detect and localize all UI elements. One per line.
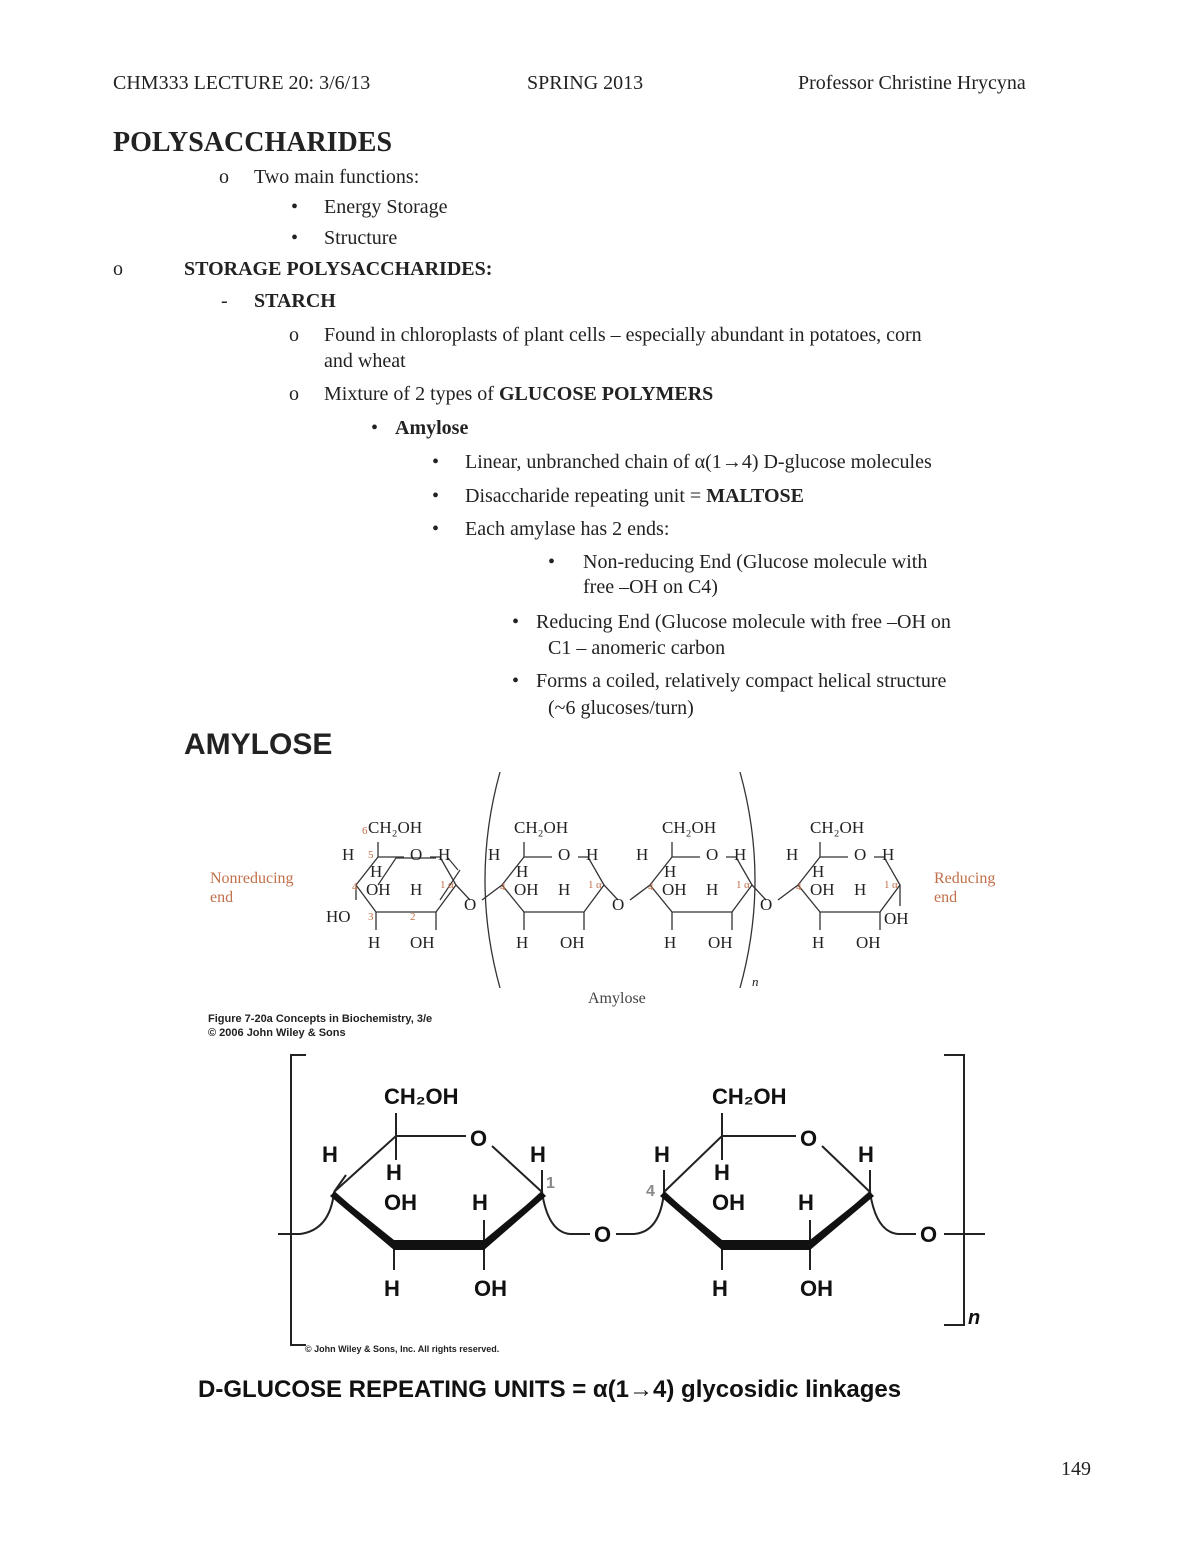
linear-chain-line: Linear, unbranched chain of α(1→4) D-glucose molecules: [465, 451, 932, 473]
o-label: O: [464, 895, 477, 914]
h-label: H: [530, 1142, 546, 1167]
carbon-4-label: 4: [646, 1183, 655, 1200]
h-label: H: [664, 933, 677, 952]
ch2oh-label: CH₂OH: [384, 1084, 459, 1109]
h-label: H: [734, 845, 747, 864]
ch2oh-label: CH₂OH: [368, 818, 423, 837]
ch2oh-label: CH₂OH: [712, 1084, 787, 1109]
h-label: H: [812, 933, 825, 952]
o-label: O: [558, 845, 571, 864]
h-label: H: [714, 1160, 730, 1185]
oh-label: OH: [410, 933, 435, 952]
header-course: CHM333 LECTURE 20: 3/6/13: [113, 72, 371, 94]
carbon-1-label: 1: [884, 879, 890, 891]
h-label: H: [384, 1276, 400, 1301]
oh-label: OH: [800, 1276, 833, 1301]
oh-label: OH: [712, 1190, 745, 1215]
alpha-label: α: [596, 879, 602, 891]
page-number: 149: [1061, 1458, 1091, 1480]
ch2oh-label: CH₂OH: [810, 818, 865, 837]
ch2oh-label: CH₂OH: [514, 818, 569, 837]
carbon-6-label: 6: [362, 825, 368, 837]
h-label: H: [858, 1142, 874, 1167]
found-line-1: Found in chloroplasts of plant cells – especially abundant in potatoes, corn: [324, 324, 922, 346]
h-label: H: [712, 1276, 728, 1301]
helix-line-2: (~6 glucoses/turn): [548, 697, 694, 719]
o-label: O: [594, 1222, 612, 1247]
bullet-dot: •: [291, 196, 299, 218]
bullet-o: o: [289, 324, 299, 346]
o-label: O: [920, 1222, 938, 1247]
nonreducing-label: Nonreducing: [210, 870, 294, 887]
h-label: H: [664, 862, 677, 881]
h-label: H: [586, 845, 599, 864]
carbon-2-label: 2: [410, 911, 416, 923]
bullet-dot: •: [371, 417, 379, 439]
o-label: O: [410, 845, 423, 864]
page-title: POLYSACCHARIDES: [113, 127, 393, 158]
h-label: H: [342, 845, 355, 864]
oh-label: OH: [474, 1276, 507, 1301]
repeat-n-label: n: [968, 1307, 981, 1329]
arrow-icon: →: [721, 451, 742, 473]
repeating-unit-figure: [0, 1050, 1200, 1360]
ho-label: HO: [326, 907, 351, 926]
o-label: O: [612, 895, 625, 914]
amylose-structure-figure: [0, 760, 1200, 1050]
oh-label: OH: [810, 880, 835, 899]
carbon-1-label: 1: [440, 879, 446, 891]
alpha-label: α: [892, 879, 898, 891]
carbon-4-label: 4: [500, 881, 506, 893]
carbon-4-label: 4: [648, 881, 654, 893]
alpha-label: α: [448, 879, 454, 891]
h-label: H: [368, 933, 381, 952]
header-professor: Professor Christine Hrycyna: [798, 72, 1026, 94]
h-label: H: [854, 880, 867, 899]
amylose-heading: Amylose: [395, 417, 469, 439]
structure-text: Structure: [324, 227, 398, 249]
o-label: O: [760, 895, 773, 914]
o-label: O: [800, 1126, 818, 1151]
h-label: H: [706, 880, 719, 899]
figure-caption: Amylose: [588, 990, 646, 1007]
carbon-4-label: 4: [352, 881, 358, 893]
oh-label: OH: [384, 1190, 417, 1215]
o-label: O: [706, 845, 719, 864]
h-label: H: [488, 845, 501, 864]
alpha-label: α: [744, 879, 750, 891]
h-label: H: [386, 1160, 402, 1185]
reducing-end-label: end: [934, 889, 958, 906]
h-label: H: [798, 1190, 814, 1215]
h-label: H: [812, 862, 825, 881]
amylose-figure-heading: AMYLOSE: [184, 728, 333, 761]
h-label: H: [786, 845, 799, 864]
bullet-dot: •: [512, 670, 520, 692]
oh-label: OH: [856, 933, 881, 952]
oh-label: OH: [662, 880, 687, 899]
h-label: H: [636, 845, 649, 864]
ch2oh-label: CH₂OH: [662, 818, 717, 837]
nonreducing-line-1: Non-reducing End (Glucose molecule with: [583, 551, 928, 573]
bullet-dot: •: [432, 518, 440, 540]
nonreducing-end-label: end: [210, 889, 234, 906]
storage-heading: STORAGE POLYSACCHARIDES:: [184, 258, 493, 280]
ends-line: Each amylase has 2 ends:: [465, 518, 670, 540]
dash-bullet: -: [221, 290, 228, 312]
figure-credit: © 2006 John Wiley & Sons: [208, 1027, 346, 1039]
h-label: H: [322, 1142, 338, 1167]
h-label: H: [558, 880, 571, 899]
helix-line-1: Forms a coiled, relatively compact helical structure: [536, 670, 947, 692]
oh-label: OH: [708, 933, 733, 952]
bullet-o: o: [289, 383, 299, 405]
repeat-carbon-numbers: [546, 1175, 655, 1200]
carbon-1-label: 1: [588, 879, 594, 891]
carbon-5-label: 5: [368, 849, 374, 861]
bullet-o: o: [113, 258, 123, 280]
h-label: H: [370, 862, 383, 881]
bullet-dot: •: [432, 451, 440, 473]
oh-label: OH: [366, 880, 391, 899]
reducing-line-2: C1 – anomeric carbon: [548, 637, 726, 659]
h-label: H: [654, 1142, 670, 1167]
bullet-dot: •: [512, 611, 520, 633]
carbon-1-label: 1: [546, 1175, 555, 1192]
figure-credit: © John Wiley & Sons, Inc. All rights reserved.: [305, 1344, 500, 1354]
o-label: O: [854, 845, 867, 864]
o-label: O: [470, 1126, 488, 1151]
h-label: H: [438, 845, 451, 864]
h-label: H: [516, 933, 529, 952]
end-labels: [210, 870, 995, 906]
h-label: H: [516, 862, 529, 881]
h-label: H: [472, 1190, 488, 1215]
nonreducing-line-2: free –OH on C4): [583, 576, 718, 598]
carbon-3-label: 3: [368, 911, 374, 923]
functions-text: Two main functions:: [254, 166, 420, 188]
h-label: H: [882, 845, 895, 864]
structure-labels: [326, 818, 909, 952]
bullet-dot: •: [291, 227, 299, 249]
h-label: H: [410, 880, 423, 899]
header-term: SPRING 2013: [527, 72, 644, 94]
bullet-o: o: [219, 166, 229, 188]
starch-heading: STARCH: [254, 290, 336, 312]
reducing-line-1: Reducing End (Glucose molecule with free –OH on: [536, 611, 951, 633]
disaccharide-line: Disaccharide repeating unit = MALTOSE: [465, 485, 805, 507]
oh-label: OH: [560, 933, 585, 952]
carbon-1-label: 1: [736, 879, 742, 891]
repeat-n-label: n: [752, 974, 759, 989]
bullet-dot: •: [432, 485, 440, 507]
oh-label: OH: [514, 880, 539, 899]
repeat-labels: [322, 1084, 937, 1301]
arrow-icon: →: [629, 1376, 654, 1403]
repeating-units-caption: D-GLUCOSE REPEATING UNITS = α(1→4) glycosidic linkages: [198, 1376, 902, 1403]
found-line-2: and wheat: [324, 350, 406, 372]
oh-label: OH: [884, 909, 909, 928]
reducing-label: Reducing: [934, 870, 996, 887]
bullet-dot: •: [548, 551, 556, 573]
carbon-4-label: 4: [796, 881, 802, 893]
energy-storage-text: Energy Storage: [324, 196, 448, 218]
figure-credit: Figure 7-20a Concepts in Biochemistry, 3/e: [208, 1013, 433, 1025]
mixture-line: Mixture of 2 types of GLUCOSE POLYMERS: [324, 383, 714, 405]
